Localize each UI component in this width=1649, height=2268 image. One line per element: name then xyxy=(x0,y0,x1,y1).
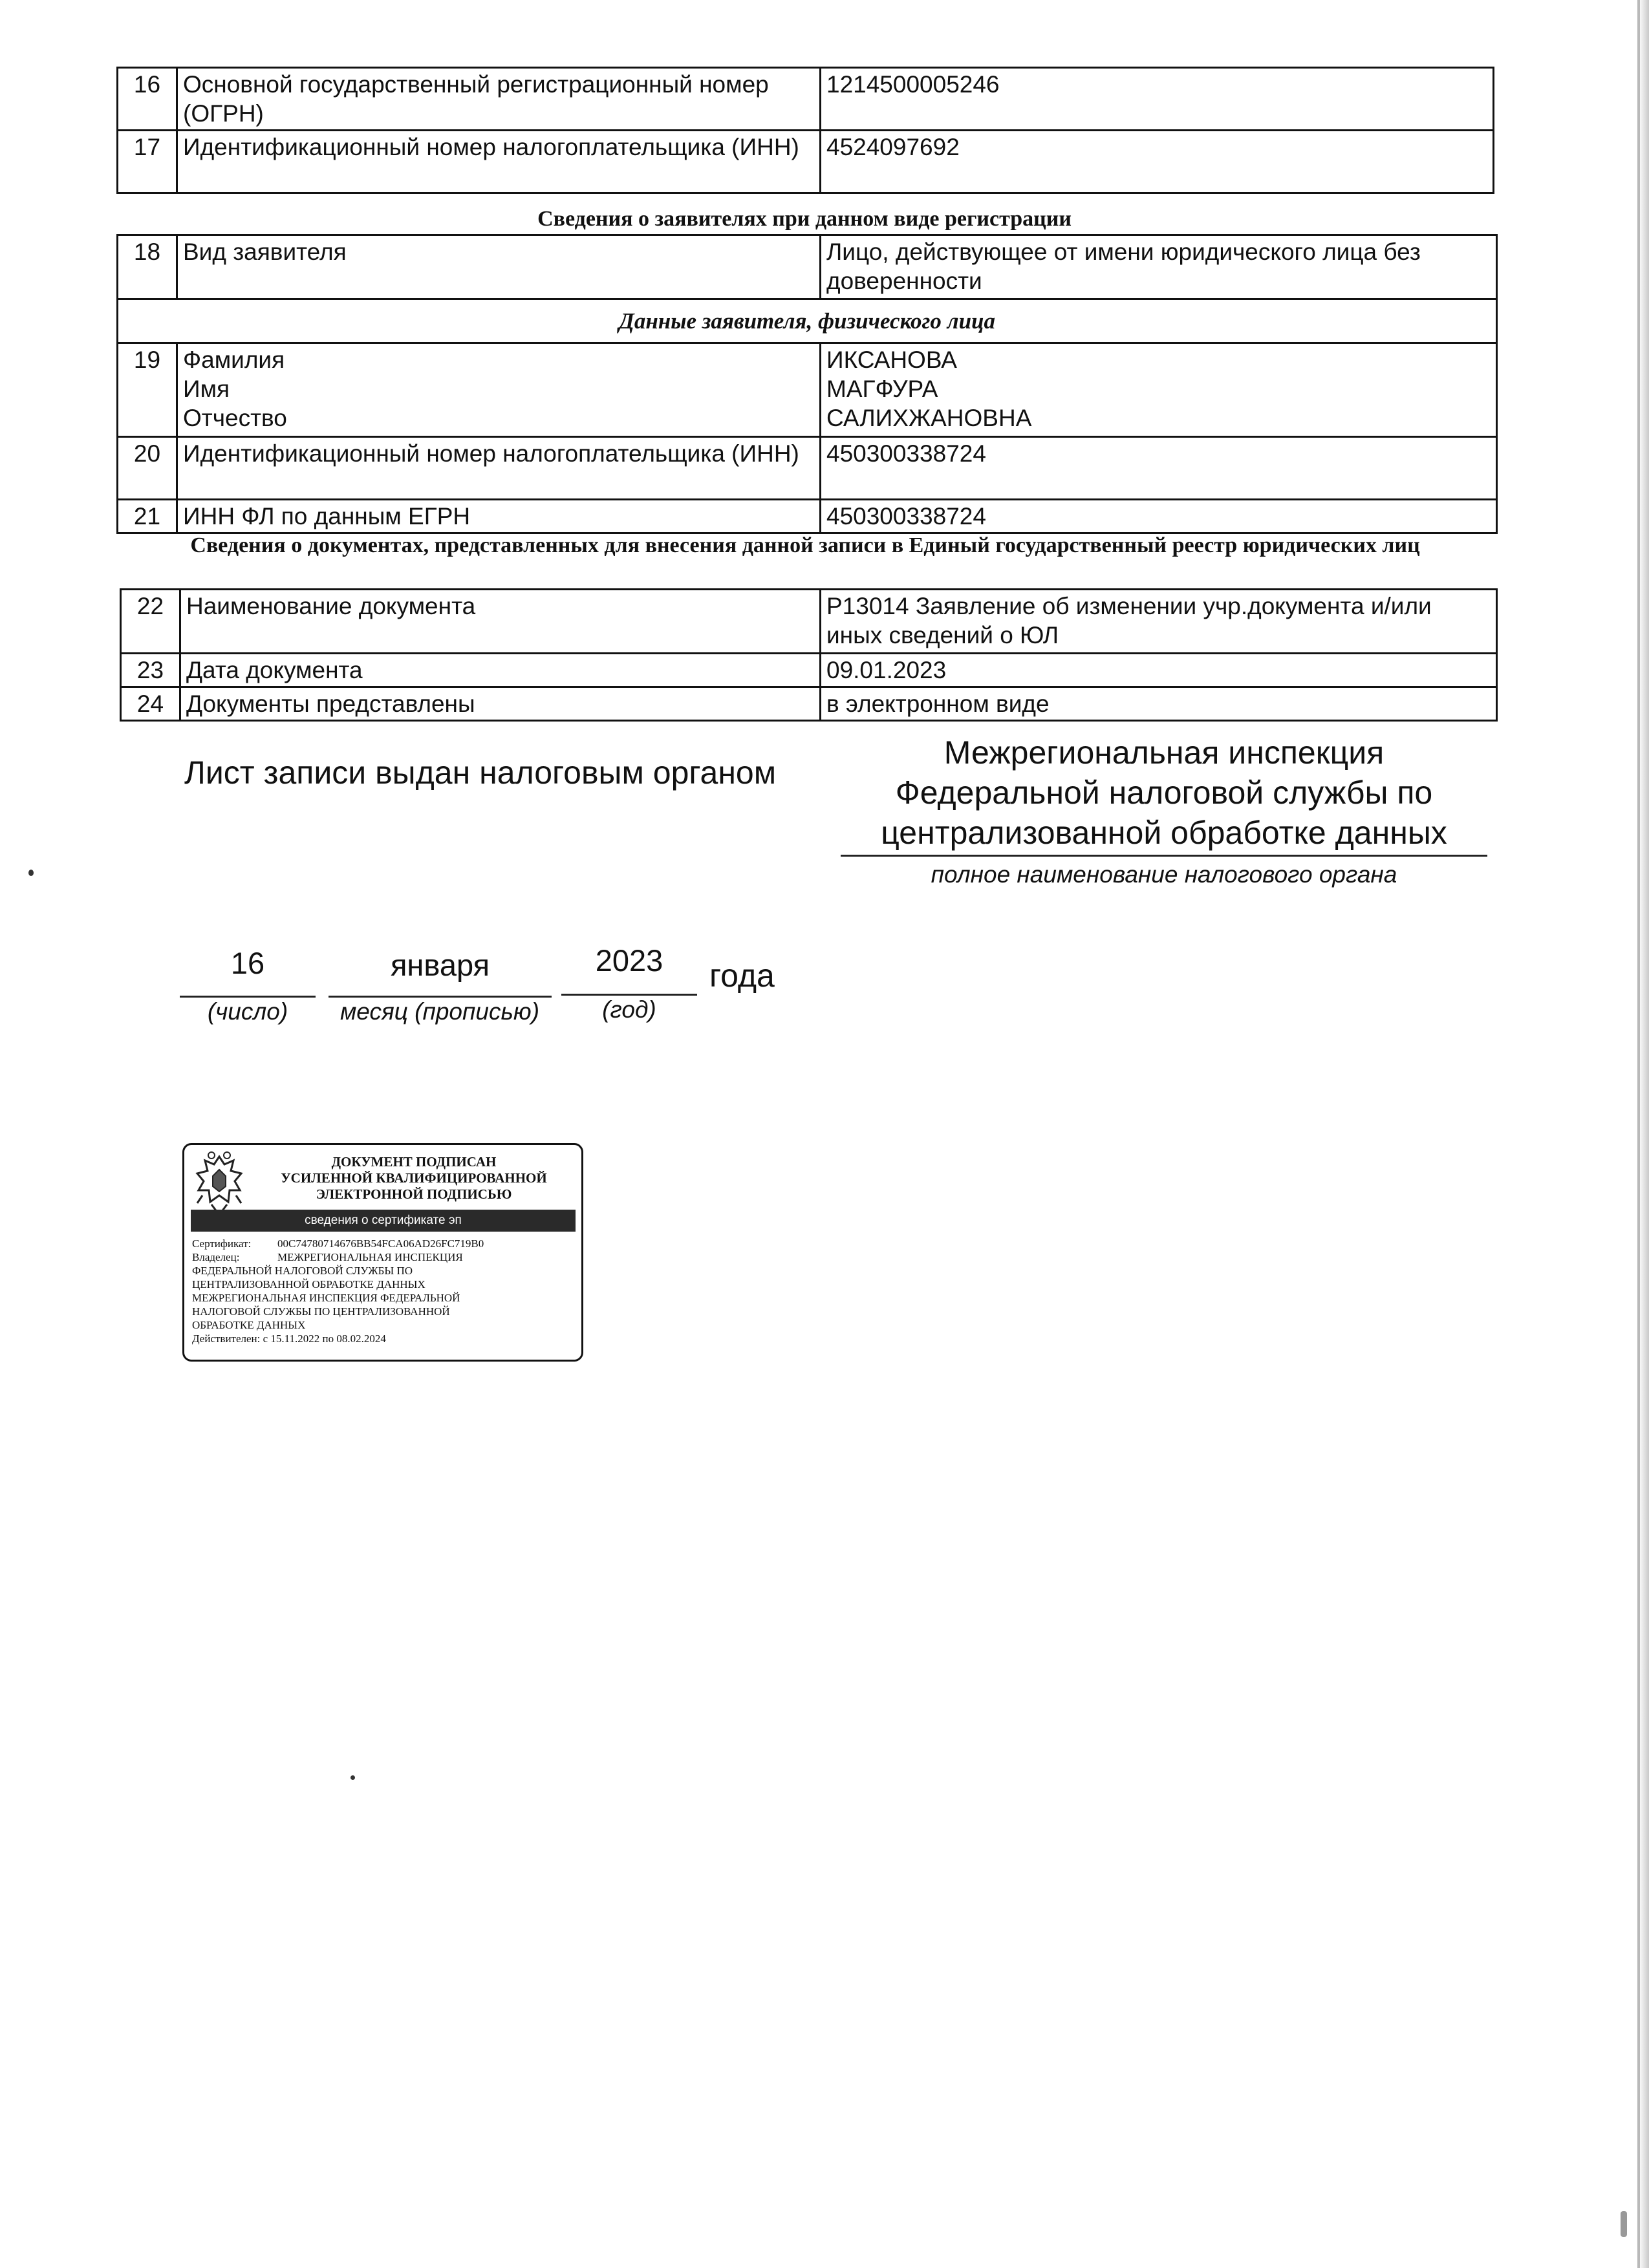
authority-caption: полное наименование налогового органа xyxy=(931,861,1397,888)
date-suffix: года xyxy=(709,957,775,994)
table-row xyxy=(118,131,1494,193)
coat-of-arms-icon xyxy=(192,1150,246,1217)
certificate-label: Сертификат: xyxy=(192,1237,252,1250)
owner-line: МЕЖРЕГИОНАЛЬНАЯ ИНСПЕКЦИЯ ФЕДЕРАЛЬНОЙ xyxy=(192,1292,460,1304)
owner-line: ФЕДЕРАЛЬНОЙ НАЛОГОВОЙ СЛУЖБЫ ПО xyxy=(192,1265,413,1277)
row-label: Наименование документа xyxy=(180,590,821,654)
tax-authority-line: Федеральной налоговой службы по xyxy=(895,775,1433,811)
row-value xyxy=(821,343,1497,437)
electronic-signature-stamp xyxy=(182,1143,583,1362)
validity-row xyxy=(192,1332,577,1345)
row-label: Вид заявителя xyxy=(177,235,821,299)
name-label: Имя xyxy=(183,376,230,402)
row-label: Дата документа xyxy=(180,654,821,687)
certificate-info-bar: сведения о сертификате эп xyxy=(191,1210,576,1232)
row-value: 4524097692 xyxy=(821,131,1494,193)
validity-value: с 15.11.2022 по 08.02.2024 xyxy=(263,1332,386,1345)
tax-authority-line: Межрегиональная инспекция xyxy=(943,734,1385,771)
surname-value: ИКСАНОВА xyxy=(826,347,957,373)
row-value: 450300338724 xyxy=(821,437,1497,500)
scan-speck xyxy=(28,870,34,876)
registration-table-top xyxy=(116,67,1494,194)
date-year: 2023 xyxy=(595,943,663,978)
table-row xyxy=(118,343,1497,437)
row-value: Р13014 Заявление об изменении учр.документа и/или иных сведений о ЮЛ xyxy=(821,590,1497,654)
table-row xyxy=(118,500,1497,533)
documents-table xyxy=(120,588,1498,722)
row-label: Идентификационный номер налогоплательщика (ИНН) xyxy=(177,437,821,500)
row-number: 19 xyxy=(118,343,177,437)
row-label: Идентификационный номер налогоплательщика (ИНН) xyxy=(177,131,821,193)
table-row xyxy=(118,437,1497,500)
row-label: Документы представлены xyxy=(180,687,821,721)
table-row xyxy=(118,235,1497,299)
stamp-title xyxy=(255,1154,572,1203)
tax-authority-name xyxy=(841,733,1487,853)
row-label xyxy=(177,343,821,437)
date-day: 16 xyxy=(230,946,265,980)
row-number: 23 xyxy=(121,654,180,687)
date-year-underline xyxy=(561,994,697,996)
applicant-table xyxy=(116,234,1498,534)
tax-authority-line: централизованной обработке данных xyxy=(881,815,1447,851)
date-month: января xyxy=(390,948,490,982)
stamp-title-line: ЭЛЕКТРОННОЙ ПОДПИСЬЮ xyxy=(316,1186,512,1202)
owner-line: ЦЕНТРАЛИЗОВАННОЙ ОБРАБОТКЕ ДАННЫХ xyxy=(192,1278,426,1290)
surname-label: Фамилия xyxy=(183,347,285,373)
date-day-caption: (число) xyxy=(207,998,288,1025)
row-value: 450300338724 xyxy=(821,500,1497,533)
owner-line: ОБРАБОТКЕ ДАННЫХ xyxy=(192,1319,306,1331)
row-value: Лицо, действующее от имени юридического лица без доверенности xyxy=(821,235,1497,299)
owner-line: НАЛОГОВОЙ СЛУЖБЫ ПО ЦЕНТРАЛИЗОВАННОЙ xyxy=(192,1305,450,1318)
row-label: Основной государственный регистрационный номер (ОГРН) xyxy=(177,68,821,131)
certificate-value: 00C74780714676BB54FCA06AD26FC719B0 xyxy=(277,1237,484,1250)
date-year-caption: (год) xyxy=(602,996,656,1023)
row-number: 22 xyxy=(121,590,180,654)
owner-row xyxy=(192,1250,577,1264)
stamp-title-line: УСИЛЕННОЙ КВАЛИФИЦИРОВАННОЙ xyxy=(281,1170,547,1186)
table-subheader-row xyxy=(118,299,1497,343)
row-value: 1214500005246 xyxy=(821,68,1494,131)
certificate-row xyxy=(192,1237,577,1250)
certificate-details xyxy=(192,1237,577,1345)
issued-by-label: Лист записи выдан налоговым органом xyxy=(184,754,777,791)
patronymic-label: Отчество xyxy=(183,405,287,431)
row-number: 20 xyxy=(118,437,177,500)
patronymic-value: САЛИХЖАНОВНА xyxy=(826,405,1032,431)
owner-label: Владелец: xyxy=(192,1251,240,1263)
table-row xyxy=(121,687,1497,721)
applicant-subheader: Данные заявителя, физического лица xyxy=(118,299,1497,343)
row-number: 16 xyxy=(118,68,177,131)
scan-speck xyxy=(350,1775,355,1780)
table-row xyxy=(118,68,1494,131)
row-label: ИНН ФЛ по данным ЕГРН xyxy=(177,500,821,533)
row-number: 24 xyxy=(121,687,180,721)
row-number: 17 xyxy=(118,131,177,193)
row-value: в электронном виде xyxy=(821,687,1497,721)
page-edge-line xyxy=(1637,0,1640,2268)
owner-value: МЕЖРЕГИОНАЛЬНАЯ ИНСПЕКЦИЯ xyxy=(277,1251,463,1263)
authority-underline xyxy=(841,855,1487,857)
table-row xyxy=(121,590,1497,654)
date-month-underline xyxy=(329,996,552,998)
row-value: 09.01.2023 xyxy=(821,654,1497,687)
validity-label: Действителен: xyxy=(192,1332,261,1345)
stamp-title-line: ДОКУМЕНТ ПОДПИСАН xyxy=(331,1154,497,1170)
name-value: МАГФУРА xyxy=(826,376,938,402)
date-month-caption: месяц (прописью) xyxy=(339,998,540,1025)
row-number: 18 xyxy=(118,235,177,299)
date-day-underline xyxy=(180,996,316,998)
section-title-applicants: Сведения о заявителях при данном виде регистрации xyxy=(537,207,1072,231)
scan-speck xyxy=(1621,2211,1627,2237)
row-number: 21 xyxy=(118,500,177,533)
section-title-documents: Сведения о документах, представленных для внесения данной записи в Единый государственный реестр юридических лиц xyxy=(190,533,1420,557)
table-row xyxy=(121,654,1497,687)
